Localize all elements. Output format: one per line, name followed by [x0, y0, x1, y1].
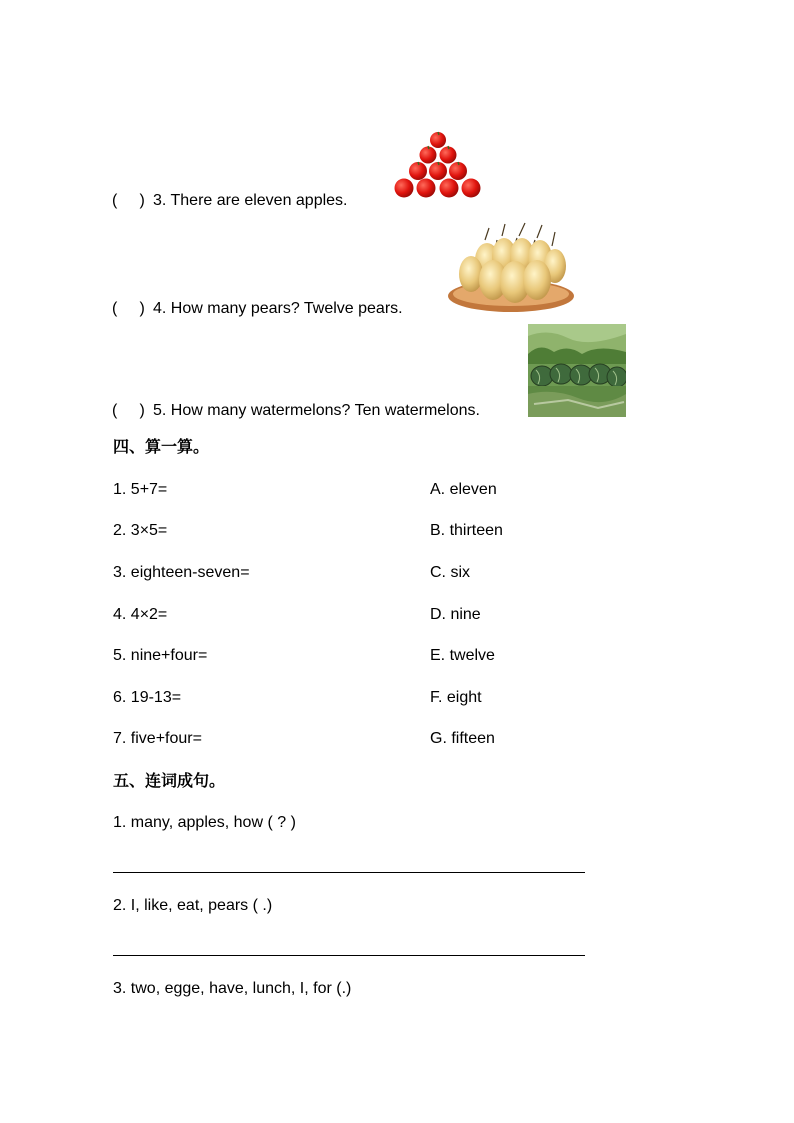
calc-item-3: 3. eighteen-seven=: [113, 564, 250, 581]
answer-option-g: G. fifteen: [430, 730, 495, 747]
calc-item-5: 5. nine+four=: [113, 647, 208, 664]
judge-paren-3: ( ): [112, 192, 145, 209]
answer-option-b: B. thirteen: [430, 522, 503, 539]
judge-statement-4: 4. How many pears? Twelve pears.: [153, 300, 403, 317]
calc-item-4: 4. 4×2=: [113, 606, 168, 623]
judge-statement-5: 5. How many watermelons? Ten watermelons.: [153, 402, 480, 419]
answer-line-1: [113, 872, 585, 873]
calc-item-2: 2. 3×5=: [113, 522, 168, 539]
answer-option-d: D. nine: [430, 606, 481, 623]
answer-option-c: C. six: [430, 564, 470, 581]
watermelon-field-picture: [528, 324, 626, 417]
section5-title: 五、连词成句。: [113, 771, 226, 790]
sentence-item-1: 1. many, apples, how ( ? ): [113, 814, 296, 831]
answer-option-a: A. eleven: [430, 481, 497, 498]
calc-item-1: 1. 5+7=: [113, 481, 168, 498]
sentence-item-2: 2. I, like, eat, pears ( .): [113, 897, 273, 914]
sentence-item-3: 3. two, egge, have, lunch, I, for (.): [113, 980, 352, 997]
judge-paren-4: ( ): [112, 300, 145, 317]
answer-option-f: F. eight: [430, 689, 482, 706]
section4-title: 四、算一算。: [113, 437, 210, 456]
judge-statement-3: 3. There are eleven apples.: [153, 192, 348, 209]
calc-item-7: 7. five+four=: [113, 730, 202, 747]
answer-line-2: [113, 955, 585, 956]
pears-on-plate-picture: [447, 220, 575, 314]
apple-pyramid-picture: [388, 130, 488, 204]
answer-option-e: E. twelve: [430, 647, 495, 664]
judge-paren-5: ( ): [112, 402, 145, 419]
calc-item-6: 6. 19-13=: [113, 689, 182, 706]
